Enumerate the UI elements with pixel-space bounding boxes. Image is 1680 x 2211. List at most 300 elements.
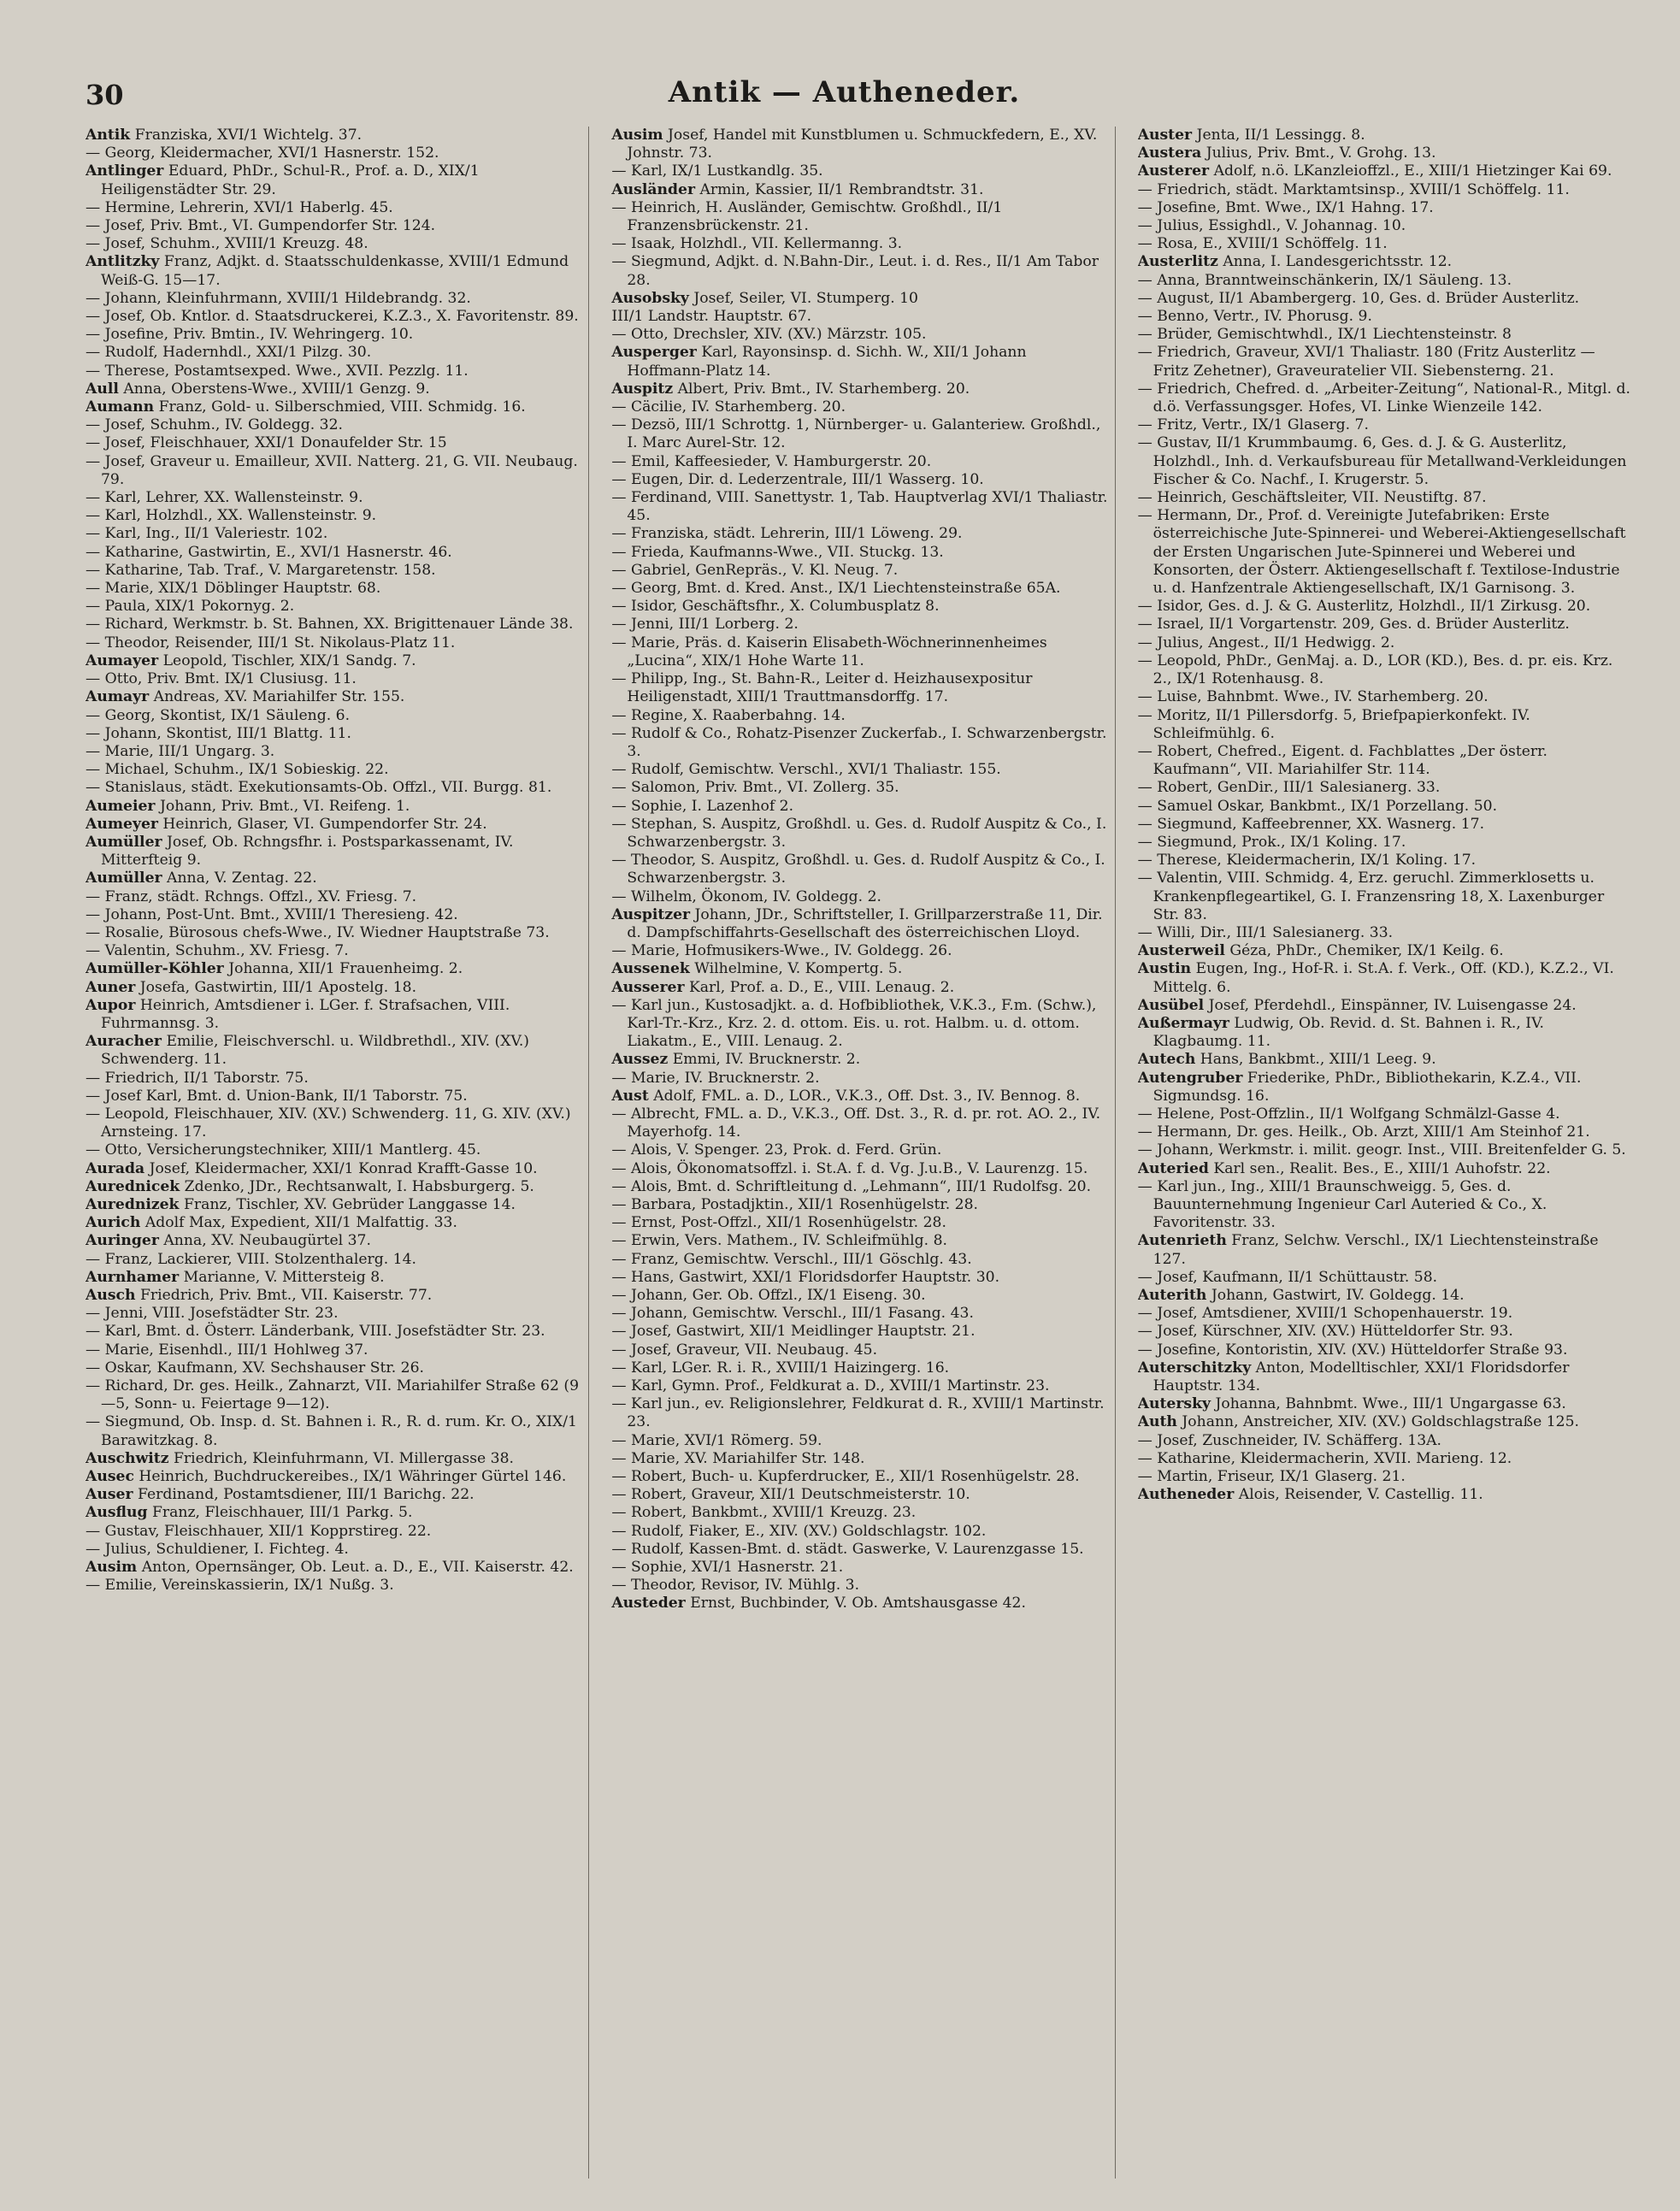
directory-entry <box>1138 1123 1634 1141</box>
directory-entry <box>85 1196 581 1214</box>
directory-entry <box>1138 1106 1634 1123</box>
entry-details: — Cäcilie, IV. Starhemberg. 20. <box>611 398 846 416</box>
entry-surname: Auterith <box>1137 1287 1207 1304</box>
directory-entry <box>611 1559 1107 1577</box>
directory-entry <box>611 906 1107 942</box>
entry-details: — Isidor, Ges. d. J. & G. Austerlitz, Holzhdl., II/1 Zirkusg. 20. <box>1137 598 1591 616</box>
entry-details: — Marie, III/1 Ungarg. 3. <box>85 742 275 760</box>
entry-details: Anna, XV. Neubaugürtel 37. <box>163 1232 371 1250</box>
entry-details: — Karl, Lehrer, XX. Wallensteinstr. 9. <box>85 489 363 507</box>
entry-details: Anna, I. Landesgerichtsstr. 12. <box>1223 253 1453 271</box>
directory-entry <box>611 942 1107 960</box>
entry-details: — Therese, Postamtsexped. Wwe., XVII. Pezzlg. 11. <box>85 362 469 380</box>
directory-entry <box>611 162 1107 180</box>
directory-entry <box>611 1359 1107 1377</box>
entry-details: Zdenko, JDr., Rechtsanwalt, I. Habsburgerg. 5. <box>184 1177 534 1195</box>
directory-entry <box>85 942 581 960</box>
entry-details: Anton, Opernsänger, Ob. Leut. a. D., E., VII. Kaiserstr. 42. <box>141 1559 574 1577</box>
entry-details: — Leopold, PhDr., GenMaj. a. D., LOR (KD.), Bes. d. pr. eis. Krz. 2., IX/1 Rotenhausg. 8. <box>1137 652 1613 688</box>
directory-entry <box>1138 1232 1634 1268</box>
directory-entry <box>85 1559 581 1577</box>
directory-entry <box>1138 344 1634 380</box>
directory-entry <box>85 634 581 652</box>
entry-details: — Josefine, Bmt. Wwe., IX/1 Hahng. 17. <box>1137 198 1434 216</box>
directory-entry <box>85 761 581 779</box>
entry-details: Josef, Seiler, VI. Stumperg. 10 <box>693 289 918 307</box>
entry-details: — Isidor, Geschäftsfhr., X. Columbusplatz 8. <box>611 598 940 616</box>
directory-entry <box>85 906 581 924</box>
directory-entry <box>85 562 581 580</box>
directory-entry <box>1138 1468 1634 1486</box>
entry-surname: Auth <box>1137 1413 1177 1431</box>
entry-details: Karl sen., Realit. Bes., E., XIII/1 Auhofstr. 22. <box>1213 1159 1551 1177</box>
directory-entry <box>611 1432 1107 1450</box>
directory-entry <box>1138 1450 1634 1468</box>
entry-details: Jenta, II/1 Lessingg. 8. <box>1196 127 1365 144</box>
entry-details: Friedrich, Kleinfuhrmann, VI. Millergasse 38. <box>173 1449 514 1467</box>
directory-entry <box>1138 181 1634 199</box>
directory-entry <box>611 616 1107 634</box>
entry-surname: Austeder <box>611 1595 686 1613</box>
directory-entry <box>611 598 1107 616</box>
directory-entry <box>1138 1395 1634 1413</box>
directory-entry <box>1138 1051 1634 1069</box>
directory-entry <box>85 1504 581 1522</box>
entry-surname: Auteried <box>1137 1159 1209 1177</box>
directory-entry <box>611 416 1107 452</box>
directory-entry <box>1138 616 1634 634</box>
entry-details: — Rosa, E., XVIII/1 Schöffelg. 11. <box>1137 235 1388 253</box>
directory-entry <box>85 434 581 452</box>
entry-details: — Georg, Kleidermacher, XVI/1 Hasnerstr. 152. <box>85 144 439 162</box>
entry-details: — Georg, Bmt. d. Kred. Anst., IX/1 Liechtensteinstraße 65A. <box>611 580 1061 598</box>
directory-entry <box>1138 1432 1634 1450</box>
directory-entry <box>1138 199 1634 217</box>
directory-entry <box>85 834 581 870</box>
entry-details: Adolf, FML. a. D., LOR., V.K.3., Off. Dst. 3., IV. Bennog. 8. <box>653 1087 1081 1105</box>
directory-entry <box>85 1305 581 1323</box>
directory-entry <box>611 380 1107 398</box>
entry-surname: Auspitz <box>611 380 674 398</box>
page-header <box>60 75 1629 115</box>
directory-entry <box>85 1486 581 1504</box>
directory-entry <box>85 580 581 598</box>
entry-surname: Aumeyer <box>85 815 158 833</box>
entry-details: — Fritz, Vertr., IX/1 Glaserg. 7. <box>1137 416 1369 434</box>
directory-entry <box>85 416 581 434</box>
directory-entry <box>85 1287 581 1305</box>
entry-surname: Autheneder <box>1137 1486 1235 1504</box>
entry-details: — Katharine, Gastwirtin, E., XVI/1 Hasnerstr. 46. <box>85 543 452 561</box>
directory-entry <box>85 217 581 235</box>
entry-details: — Josef, Priv. Bmt., VI. Gumpendorfer Str. 124. <box>85 217 436 235</box>
entry-details: — Karl jun., ev. Religionslehrer, Feldkurat d. R., XVIII/1 Martinstr. 23. <box>611 1395 1105 1431</box>
entry-details: Friederike, PhDr., Bibliothekarin, K.Z.4., VII. Sigmundsg. 16. <box>1152 1069 1582 1105</box>
entry-surname: Ausserer <box>611 978 685 996</box>
directory-entry <box>85 816 581 834</box>
entry-details: — Siegmund, Adjkt. d. N.Bahn-Dir., Leut. i. d. Res., II/1 Am Tabor 28. <box>611 253 1099 289</box>
entry-details: — August, II/1 Abambergerg. 10, Ges. d. Brüder Austerlitz. <box>1137 289 1580 307</box>
entry-details: — Samuel Oskar, Bankbmt., IX/1 Porzellang. 50. <box>1137 797 1498 815</box>
directory-entry <box>611 1523 1107 1541</box>
entry-details: Ludwig, Ob. Revid. d. St. Bahnen i. R., IV. Klagbaumg. 11. <box>1152 1014 1544 1051</box>
entry-details: — Rosalie, Bürosous chefs-Wwe., IV. Wiedner Hauptstraße 73. <box>85 923 550 941</box>
entry-details: Eduard, PhDr., Schul-R., Prof. a. D., XIX/1 Heiligenstädter Str. 29. <box>101 162 480 198</box>
entry-surname: Ausobsky <box>611 289 689 307</box>
entry-details: Josefa, Gastwirtin, III/1 Apostelg. 18. <box>139 978 417 996</box>
entry-details: — Philipp, Ing., St. Bahn-R., Leiter d. Heizhausexpositur Heiligenstadt, XIII/1 Trauttmansdorffg. 17. <box>611 670 1033 706</box>
entry-details: — Josef, Zuschneider, IV. Schäfferg. 13A. <box>1137 1431 1442 1449</box>
entry-surname: Auracher <box>85 1033 162 1051</box>
directory-entry <box>611 562 1107 580</box>
directory-entry <box>1138 253 1634 271</box>
directory-entry <box>611 1541 1107 1559</box>
entry-details: — Johann, Post-Unt. Bmt., XVIII/1 Theresieng. 42. <box>85 905 458 923</box>
directory-entry <box>1138 326 1634 344</box>
directory-entry <box>1138 416 1634 434</box>
entry-details: Johann, Gastwirt, IV. Goldegg. 14. <box>1211 1287 1465 1304</box>
entry-details: — Robert, Buch- u. Kupferdrucker, E., XII/1 Rosenhügelstr. 28. <box>611 1468 1080 1486</box>
directory-entry <box>85 544 581 562</box>
entry-details: — Jenni, III/1 Lorberg. 2. <box>611 616 799 634</box>
entry-surname: Autengruber <box>1137 1069 1243 1087</box>
directory-entry <box>611 1232 1107 1250</box>
directory-entry <box>1138 1341 1634 1359</box>
entry-details: — Siegmund, Kaffeebrenner, XX. Wasnerg. 17. <box>1137 815 1485 833</box>
directory-entry <box>85 162 581 198</box>
directory-entry <box>611 544 1107 562</box>
entry-details: — Karl, Gymn. Prof., Feldkurat a. D., XVIII/1 Martinstr. 23. <box>611 1377 1050 1395</box>
directory-entry <box>85 199 581 217</box>
entry-details: — Karl, IX/1 Lustkandlg. 35. <box>611 162 823 180</box>
directory-entry <box>611 798 1107 816</box>
entry-surname: Auschwitz <box>85 1449 169 1467</box>
directory-entry <box>1138 290 1634 308</box>
column-middle <box>611 127 1115 2179</box>
entry-details: — Josef, Fleischhauer, XXI/1 Donaufelder Str. 15 <box>85 434 447 452</box>
entry-details: — Otto, Drechsler, XIV. (XV.) Märzstr. 105. <box>611 326 927 344</box>
directory-entry <box>1138 997 1634 1015</box>
directory-entry <box>85 616 581 634</box>
entry-details: — Ferdinand, VIII. Sanettystr. 1, Tab. Hauptverlag XVI/1 Thaliastr. 45. <box>611 489 1108 525</box>
entry-details: — Josef, Gastwirt, XII/1 Meidlinger Hauptstr. 21. <box>611 1323 976 1341</box>
entry-details: Anton, Modelltischler, XXI/1 Floridsdorfer Hauptstr. 134. <box>1152 1359 1570 1395</box>
directory-entry <box>611 1305 1107 1323</box>
entry-details: — Georg, Skontist, IX/1 Säuleng. 6. <box>85 706 351 724</box>
entry-details: — Heinrich, H. Ausländer, Gemischtw. Großhdl., II/1 Franzensbrückenstr. 21. <box>611 198 1003 235</box>
entry-details: — Emil, Kaffeesieder, V. Hamburgerstr. 20. <box>611 452 932 470</box>
directory-entry <box>611 634 1107 670</box>
entry-surname: Ausländer <box>611 180 696 198</box>
entry-details: — Johann, Kleinfuhrmann, XVIII/1 Hildebrandg. 32. <box>85 289 471 307</box>
directory-entry <box>85 507 581 525</box>
entry-surname: Aupor <box>85 996 136 1014</box>
directory-entry <box>1138 1305 1634 1323</box>
directory-entry <box>85 144 581 162</box>
entry-surname: Aust <box>611 1087 649 1105</box>
directory-entry <box>611 235 1107 253</box>
directory-entry <box>611 888 1107 906</box>
entry-details: — Michael, Schuhm., IX/1 Sobieskig. 22. <box>85 761 389 779</box>
directory-entry <box>85 398 581 416</box>
entry-details: Franz, Gold- u. Silberschmied, VIII. Schmidg. 16. <box>158 398 526 416</box>
directory-entry <box>1138 1141 1634 1159</box>
entry-details: — Gustav, Fleischhauer, XII/1 Kopprstireg. 22. <box>85 1522 432 1540</box>
entry-details: — Josef, Schuhm., IV. Goldegg. 32. <box>85 416 343 434</box>
directory-entry <box>1138 598 1634 616</box>
entry-details: — Josef, Amtsdiener, XVIII/1 Schopenhauerstr. 19. <box>1137 1305 1513 1323</box>
directory-entry <box>611 816 1107 852</box>
directory-entry <box>611 1486 1107 1504</box>
entry-details: — Franz, Lackierer, VIII. Stolzenthalerg. 14. <box>85 1250 417 1268</box>
entry-surname: Ausec <box>85 1468 134 1486</box>
directory-entry <box>85 489 581 507</box>
entry-surname: Antlinger <box>85 162 164 180</box>
entry-details: — Friedrich, II/1 Taborstr. 75. <box>85 1069 309 1087</box>
entry-details: — Eugen, Dir. d. Lederzentrale, III/1 Wasserg. 10. <box>611 470 984 488</box>
entry-details: — Katharine, Tab. Traf., V. Margaretenstr. 158. <box>85 561 436 579</box>
entry-details: — Josefine, Priv. Bmtin., IV. Wehringerg. 10. <box>85 326 414 344</box>
directory-entry <box>85 1413 581 1449</box>
directory-entry <box>611 1287 1107 1305</box>
directory-entry <box>85 743 581 761</box>
entry-details: — Alois, Ökonomatsoffzl. i. St.A. f. d. Vg. J.u.B., V. Laurenzg. 15. <box>611 1159 1088 1177</box>
entry-details: — Wilhelm, Ökonom, IV. Goldegg. 2. <box>611 887 881 905</box>
directory-entry <box>611 199 1107 235</box>
entry-surname: Ausim <box>85 1559 138 1577</box>
entry-details: Franz, Selchw. Verschl., IX/1 Liechtensteinstraße 127. <box>1152 1232 1599 1268</box>
directory-entry <box>1138 652 1634 688</box>
entry-details: Adolf Max, Expedient, XII/1 Malfattig. 33. <box>144 1214 457 1232</box>
directory-entry <box>85 1088 581 1106</box>
entry-details: — Karl jun., Ing., XIII/1 Braunschweigg. 5, Ges. d. Bauunternehmung Ingenieur Carl Auteried & Co., X. Favoritenstr. 33. <box>1137 1177 1547 1232</box>
entry-details: Josef, Pferdehdl., Einspänner, IV. Luisengasse 24. <box>1208 996 1577 1014</box>
directory-entry <box>85 1269 581 1287</box>
directory-entry <box>85 308 581 326</box>
entry-details: — Hermann, Dr., Prof. d. Vereinigte Jutefabriken: Erste österreichische Jute-Spinnerei- und Weberei-Aktiengesellschaft der Ersten Ungarischen Jute-Spinnerei und Weberei und Konsorten, der Österr. Aktiengesellschaft f. Textilose-Industrie u. d. Hanfzentrale Aktiengesellschaft, IX/1 Garnisong. 3. <box>1137 507 1626 598</box>
directory-entry <box>611 960 1107 978</box>
entry-surname: Auspitzer <box>611 905 691 923</box>
directory-entry <box>611 779 1107 797</box>
entry-details: — Alois, V. Spenger. 23, Prok. d. Ferd. Grün. <box>611 1141 942 1159</box>
entry-details: — Brüder, Gemischtwhdl., IX/1 Liechtensteinstr. 8 <box>1137 326 1512 344</box>
directory-entry <box>1138 1323 1634 1341</box>
entry-surname: Austerer <box>1137 162 1210 180</box>
entry-details: — Marie, XVI/1 Römerg. 59. <box>611 1431 822 1449</box>
directory-entry <box>1138 1413 1634 1431</box>
directory-entry <box>611 997 1107 1052</box>
directory-entry <box>85 707 581 725</box>
entry-details: — Salomon, Priv. Bmt., VI. Zollerg. 35. <box>611 779 899 797</box>
entry-details: Franz, Fleischhauer, III/1 Parkg. 5. <box>152 1504 413 1522</box>
entry-details: — Johann, Gemischtw. Verschl., III/1 Fasang. 43. <box>611 1305 974 1323</box>
entry-details: — Richard, Werkmstr. b. St. Bahnen, XX. Brigittenauer Lände 38. <box>85 616 574 634</box>
entry-details: — Marie, Eisenhdl., III/1 Hohlweg 37. <box>85 1341 368 1359</box>
entry-details: — Gustav, II/1 Krummbaumg. 6, Ges. d. J. & G. Austerlitz, Holzhdl., Inh. d. Verkaufsbureau für Metallwand-Verkleidungen Fischer & Co. Nachf., I. Krugerstr. 5. <box>1137 434 1627 488</box>
entry-details: III/1 Landstr. Hauptstr. 67. <box>611 308 812 326</box>
directory-entry <box>85 1323 581 1341</box>
directory-entry <box>85 1523 581 1541</box>
directory-entry <box>1138 834 1634 852</box>
entry-details: — Willi, Dir., III/1 Salesianerg. 33. <box>1137 923 1394 941</box>
directory-entry <box>85 798 581 816</box>
entry-details: — Karl, Holzhdl., XX. Wallensteinstr. 9. <box>85 507 377 525</box>
directory-entry <box>1138 162 1634 180</box>
entry-details: — Frieda, Kaufmanns-Wwe., VII. Stuckg. 13. <box>611 543 944 561</box>
entry-details: Karl, Rayonsinsp. d. Sichh. W., XII/1 Johann Hoffmann-Platz 14. <box>627 344 1027 380</box>
entry-details: — Robert, Chefred., Eigent. d. Fachblattes „Der österr. Kaufmann“, VII. Mariahilfer Str. 114. <box>1137 742 1547 779</box>
entry-details: — Ernst, Post-Offzl., XII/1 Rosenhügelstr. 28. <box>611 1214 946 1232</box>
entry-details: Heinrich, Glaser, VI. Gumpendorfer Str. 24. <box>162 815 487 833</box>
entry-details: — Alois, Bmt. d. Schriftleitung d. „Lehmann“, III/1 Rudolfsg. 20. <box>611 1177 1092 1195</box>
entry-details: — Hermann, Dr. ges. Heilk., Ob. Arzt, XIII/1 Am Steinhof 21. <box>1137 1123 1590 1141</box>
directory-entry <box>85 979 581 997</box>
directory-entry <box>85 380 581 398</box>
entry-details: Johann, Anstreicher, XIV. (XV.) Goldschlagstraße 125. <box>1182 1413 1579 1431</box>
directory-entry <box>611 453 1107 471</box>
directory-entry <box>85 1341 581 1359</box>
entry-details: — Otto, Priv. Bmt. IX/1 Clusiusg. 11. <box>85 670 357 688</box>
entry-details: — Josef, Schuhm., XVIII/1 Kreuzg. 48. <box>85 235 368 253</box>
directory-entry <box>1138 960 1634 996</box>
entry-surname: Auser <box>85 1486 133 1504</box>
entry-surname: Austera <box>1137 144 1202 162</box>
entry-details: — Robert, Graveur, XII/1 Deutschmeisterstr. 10. <box>611 1486 970 1504</box>
entry-surname: Aurich <box>85 1214 141 1232</box>
entry-surname: Austin <box>1137 960 1192 978</box>
entry-details: — Johann, Skontist, III/1 Blattg. 11. <box>85 724 351 742</box>
entry-details: — Albrecht, FML. a. D., V.K.3., Off. Dst. 3., R. d. pr. rot. AO. 2., IV. Mayerhofg. 14. <box>611 1105 1101 1141</box>
directory-entry <box>611 344 1107 380</box>
entry-details: Julius, Priv. Bmt., V. Grohg. 13. <box>1205 144 1436 162</box>
entry-details: — Regine, X. Raaberbahng. 14. <box>611 706 846 724</box>
entry-surname: Aurada <box>85 1159 145 1177</box>
entry-details: — Benno, Vertr., IV. Phorusg. 9. <box>1137 308 1372 326</box>
entry-details: — Therese, Kleidermacherin, IX/1 Koling. 17. <box>1137 852 1477 870</box>
entry-details: — Valentin, VIII. Schmidg. 4, Erz. geruchl. Zimmerklosetts u. Krankenpflegeartikel, G. I. Franzensring 18, X. Laxenburger Str. 83. <box>1137 870 1605 923</box>
entry-surname: Auringer <box>85 1232 159 1250</box>
directory-entry <box>611 398 1107 416</box>
entry-surname: Aumann <box>85 398 155 416</box>
directory-entry <box>85 453 581 489</box>
directory-entry <box>611 308 1107 326</box>
directory-entry <box>85 1160 581 1178</box>
directory-columns <box>85 127 1641 2179</box>
directory-entry <box>611 725 1107 761</box>
entry-details: — Sophie, XVI/1 Hasnerstr. 21. <box>611 1559 844 1577</box>
entry-details: — Rudolf, Kassen-Bmt. d. städt. Gaswerke, V. Laurenzgasse 15. <box>611 1540 1084 1558</box>
entry-details: — Heinrich, Geschäftsleiter, VII. Neustiftg. 87. <box>1137 489 1487 507</box>
directory-entry <box>1138 1269 1634 1287</box>
entry-details: — Valentin, Schuhm., XV. Friesg. 7. <box>85 942 349 960</box>
entry-details: Géza, PhDr., Chemiker, IX/1 Keilg. 6. <box>1229 942 1504 960</box>
directory-entry <box>85 326 581 344</box>
entry-surname: Ausperger <box>611 344 697 362</box>
directory-entry <box>611 1088 1107 1106</box>
directory-entry <box>1138 870 1634 924</box>
entry-surname: Aurnhamer <box>85 1268 180 1286</box>
entry-details: — Josef, Kürschner, XIV. (XV.) Hütteldorfer Str. 93. <box>1137 1323 1513 1341</box>
directory-entry <box>611 1450 1107 1468</box>
directory-entry <box>1138 1359 1634 1395</box>
entry-details: — Luise, Bahnbmt. Wwe., IV. Starhemberg. 20. <box>1137 688 1488 706</box>
directory-entry <box>611 489 1107 525</box>
directory-entry <box>85 924 581 942</box>
entry-details: — Emilie, Vereinskassierin, IX/1 Nußg. 3. <box>85 1577 394 1595</box>
entry-details: Franz, Tischler, XV. Gebrüder Langgasse 14. <box>183 1195 516 1213</box>
entry-details: — Siegmund, Prok., IX/1 Koling. 17. <box>1137 833 1406 851</box>
entry-details: — Karl, Bmt. d. Österr. Länderbank, VIII. Josefstädter Str. 23. <box>85 1323 545 1341</box>
entry-surname: Aumayr <box>85 688 150 706</box>
directory-entry <box>611 1051 1107 1069</box>
entry-details: — Franz, städt. Rchngs. Offzl., XV. Friesg. 7. <box>85 887 417 905</box>
entry-details: — Moritz, II/1 Pillersdorfg. 5, Briefpapierkonfekt. IV. Schleifmühlg. 6. <box>1137 706 1530 742</box>
entry-surname: Aussez <box>611 1051 669 1069</box>
directory-entry <box>85 127 581 144</box>
directory-entry <box>611 670 1107 706</box>
entry-details: — Robert, GenDir., III/1 Salesianerg. 33. <box>1137 779 1441 797</box>
directory-entry <box>85 997 581 1033</box>
entry-details: — Julius, Schuldiener, I. Fichteg. 4. <box>85 1540 349 1558</box>
directory-entry <box>85 1141 581 1159</box>
directory-entry <box>85 1178 581 1196</box>
entry-details: — Martin, Friseur, IX/1 Glaserg. 21. <box>1137 1468 1406 1486</box>
entry-details: — Josef, Graveur u. Emailleur, XVII. Natterg. 21, G. VII. Neubaug. 79. <box>85 452 578 488</box>
directory-entry <box>85 870 581 887</box>
entry-surname: Aurednicek <box>85 1177 180 1195</box>
directory-entry <box>85 598 581 616</box>
entry-details: Anna, V. Zentag. 22. <box>167 870 317 887</box>
directory-entry <box>85 363 581 380</box>
entry-surname: Ausch <box>85 1287 136 1304</box>
directory-entry <box>611 525 1107 543</box>
directory-entry <box>1138 507 1634 598</box>
directory-entry <box>611 1377 1107 1395</box>
directory-entry <box>85 1377 581 1413</box>
directory-entry <box>85 1450 581 1468</box>
entry-details: Ernst, Buchbinder, V. Ob. Amtshausgasse 42. <box>690 1595 1026 1613</box>
entry-details: — Sophie, I. Lazenhof 2. <box>611 797 794 815</box>
entry-details: — Friedrich, Chefred. d. „Arbeiter-Zeitung“, National-R., Mitgl. d. d.ö. Verfassungsger. Hofes, VI. Linke Wienzeile 142. <box>1137 380 1631 416</box>
directory-entry <box>1138 634 1634 652</box>
entry-details: — Hermine, Lehrerin, XVI/1 Haberlg. 45. <box>85 198 393 216</box>
entry-details: — Marie, IV. Brucknerstr. 2. <box>611 1069 820 1087</box>
directory-entry <box>85 888 581 906</box>
directory-entry <box>1138 924 1634 942</box>
entry-details: — Rudolf, Hadernhdl., XXI/1 Pilzg. 30. <box>85 344 372 362</box>
directory-entry <box>85 1106 581 1141</box>
directory-entry <box>611 979 1107 997</box>
entry-details: Heinrich, Amtsdiener i. LGer. f. Strafsachen, VIII. Fuhrmannsg. 3. <box>101 996 510 1032</box>
entry-surname: Aull <box>85 380 119 398</box>
directory-entry <box>1138 743 1634 779</box>
directory-entry <box>611 1468 1107 1486</box>
entry-details: — Theodor, Revisor, IV. Mühlg. 3. <box>611 1577 860 1595</box>
entry-details: Johann, Priv. Bmt., VI. Reifeng. 1. <box>159 797 410 815</box>
entry-details: Leopold, Tischler, XIX/1 Sandg. 7. <box>162 652 416 669</box>
directory-entry <box>611 761 1107 779</box>
entry-details: Ferdinand, Postamtsdiener, III/1 Barichg. 22. <box>137 1486 475 1504</box>
entry-details: — Helene, Post-Offzlin., II/1 Wolfgang Schmälzl-Gasse 4. <box>1137 1105 1560 1123</box>
entry-surname: Auster <box>1137 127 1193 144</box>
entry-details: — Johann, Ger. Ob. Offzl., IX/1 Eiseng. 30. <box>611 1287 926 1304</box>
entry-details: Karl, Prof. a. D., E., VIII. Lenaug. 2. <box>688 978 955 996</box>
directory-entry <box>1138 235 1634 253</box>
entry-details: — Theodor, S. Auspitz, Großhdl. u. Ges. d. Rudolf Auspitz & Co., I. Schwarzenbergstr. 3. <box>611 852 1105 887</box>
entry-surname: Aumayer <box>85 652 159 669</box>
entry-details: — Friedrich, Graveur, XVI/1 Thaliastr. 180 (Fritz Austerlitz — Fritz Zehetner), Graveuratelier VII. Siebensterng. 21. <box>1137 344 1595 380</box>
entry-details: Adolf, n.ö. LKanzleioffzl., E., XIII/1 Hietzinger Kai 69. <box>1213 162 1612 180</box>
